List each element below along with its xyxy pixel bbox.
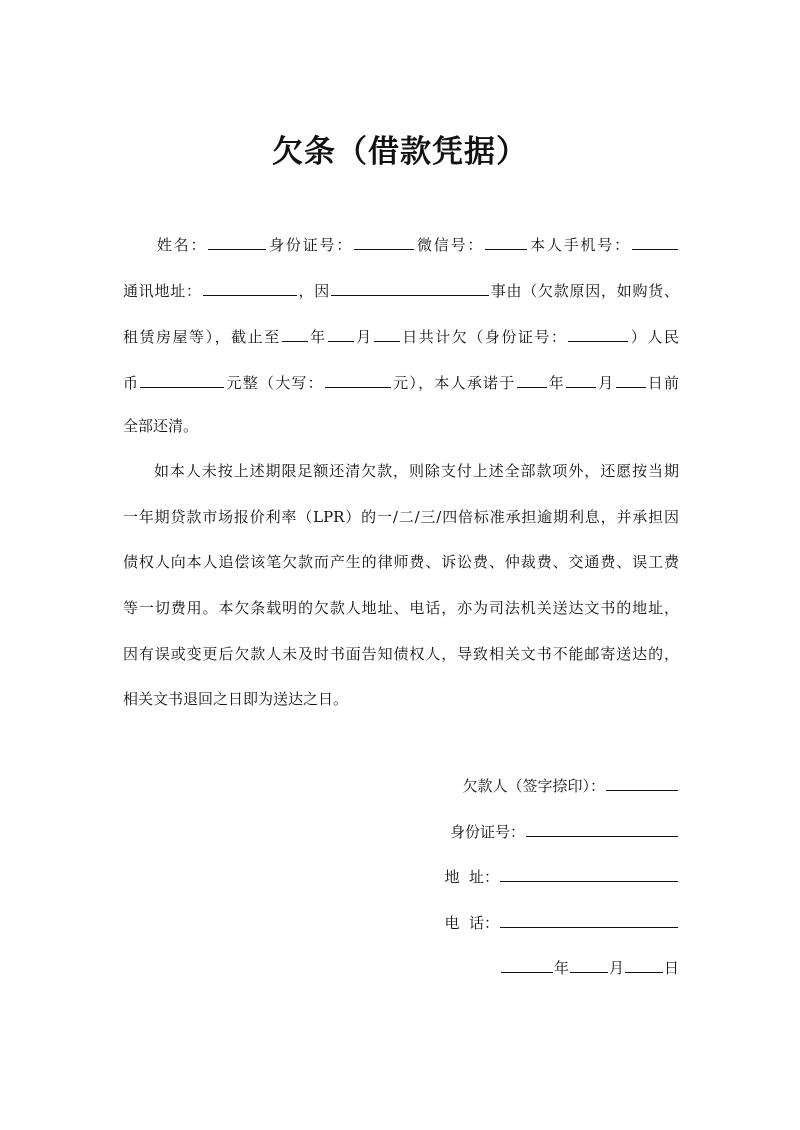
repay-year-blank[interactable] xyxy=(517,371,547,388)
signature-id-label: 身份证号： xyxy=(449,823,525,841)
info-line-4 xyxy=(123,371,679,395)
date-year-blank[interactable] xyxy=(501,956,553,973)
clause-line: 债权人向本人追偿该笔欠款而产生的律师费、诉讼费、仲裁费、交通费、误工费 xyxy=(123,553,679,571)
debtor-label: 欠款人（签字捺印）： xyxy=(462,777,605,795)
id-blank[interactable] xyxy=(354,233,414,250)
currency-label: 币 xyxy=(123,374,140,392)
renminbi-label: ）人民 xyxy=(629,328,679,346)
amount-blank[interactable] xyxy=(140,371,224,388)
document-title: 欠条（借款凭据） xyxy=(272,134,528,170)
cutoff-year-label: 年 xyxy=(308,328,327,346)
signature-id-blank[interactable] xyxy=(526,820,678,837)
reason-blank[interactable] xyxy=(331,279,489,296)
signature-date-row xyxy=(500,956,679,980)
date-month-blank[interactable] xyxy=(570,956,608,973)
reason-label: 事由（欠款原因，如购货、 xyxy=(490,282,679,300)
because-label: ，因 xyxy=(297,282,330,300)
info-line-3 xyxy=(123,325,679,349)
wechat-label: 微信号： xyxy=(415,236,485,254)
cutoff-month-label: 月 xyxy=(354,328,373,346)
repay-day-label: 日前 xyxy=(646,374,679,392)
date-year-label: 年 xyxy=(553,959,569,977)
wechat-blank[interactable] xyxy=(485,233,527,250)
phone-label: 本人手机号： xyxy=(528,236,631,254)
signature-phone-row xyxy=(444,911,679,935)
name-blank[interactable] xyxy=(208,233,266,250)
amount-upper-blank[interactable] xyxy=(325,371,391,388)
cutoff-year-blank[interactable] xyxy=(282,325,308,342)
date-month-label: 月 xyxy=(608,959,624,977)
total-label: 日共计欠（身份证号： xyxy=(400,328,568,346)
repay-month-label: 月 xyxy=(597,374,615,392)
clause-line: 等一切费用。本欠条载明的欠款人地址、电话，亦为司法机关送达文书的地址， xyxy=(123,599,679,617)
address-label: 通讯地址： xyxy=(123,282,202,300)
signature-phone-blank[interactable] xyxy=(500,911,678,928)
address-blank[interactable] xyxy=(203,279,297,296)
amount-upper-label: 元整（大写： xyxy=(225,374,324,392)
signature-phone-label: 电 话： xyxy=(444,914,499,932)
repay-month-blank[interactable] xyxy=(566,371,596,388)
phone-blank[interactable] xyxy=(632,233,678,250)
signature-id-row xyxy=(450,820,679,844)
signature-address-row xyxy=(444,865,679,889)
clause-line xyxy=(123,459,679,483)
clause-line: 相关文书退回之日即为送达之日。 xyxy=(123,690,349,708)
repay-all-line: 全部还清。 xyxy=(123,417,199,435)
repay-year-label: 年 xyxy=(547,374,566,392)
id-label: 身份证号： xyxy=(267,236,354,254)
cutoff-month-blank[interactable] xyxy=(328,325,354,342)
name-label: 姓名： xyxy=(155,236,208,254)
clause-line: 一年期贷款市场报价利率（LPR）的一/二/三/四倍标准承担逾期利息，并承担因 xyxy=(123,508,679,526)
debtor-signature-blank[interactable] xyxy=(606,774,678,791)
clause-text: 如本人未按上述期限足额还清欠款，则除支付上述全部款项外，还愿按当期 xyxy=(153,462,679,480)
date-day-blank[interactable] xyxy=(625,956,663,973)
debtor-signature-row xyxy=(462,774,679,798)
repay-day-blank[interactable] xyxy=(616,371,646,388)
signature-address-blank[interactable] xyxy=(500,865,678,882)
cutoff-day-blank[interactable] xyxy=(374,325,400,342)
clause-line: 因有误或变更后欠款人未及时书面告知债权人，导致相关文书不能邮寄送达的， xyxy=(123,645,679,663)
date-day-label: 日 xyxy=(663,959,679,977)
info-line-1 xyxy=(123,233,679,257)
cutoff-label: 租赁房屋等），截止至 xyxy=(123,328,281,346)
promise-label: 元），本人承诺于 xyxy=(391,374,516,392)
signature-address-label: 地 址： xyxy=(444,868,499,886)
creditor-id-blank[interactable] xyxy=(568,325,628,342)
info-line-2 xyxy=(123,279,679,303)
